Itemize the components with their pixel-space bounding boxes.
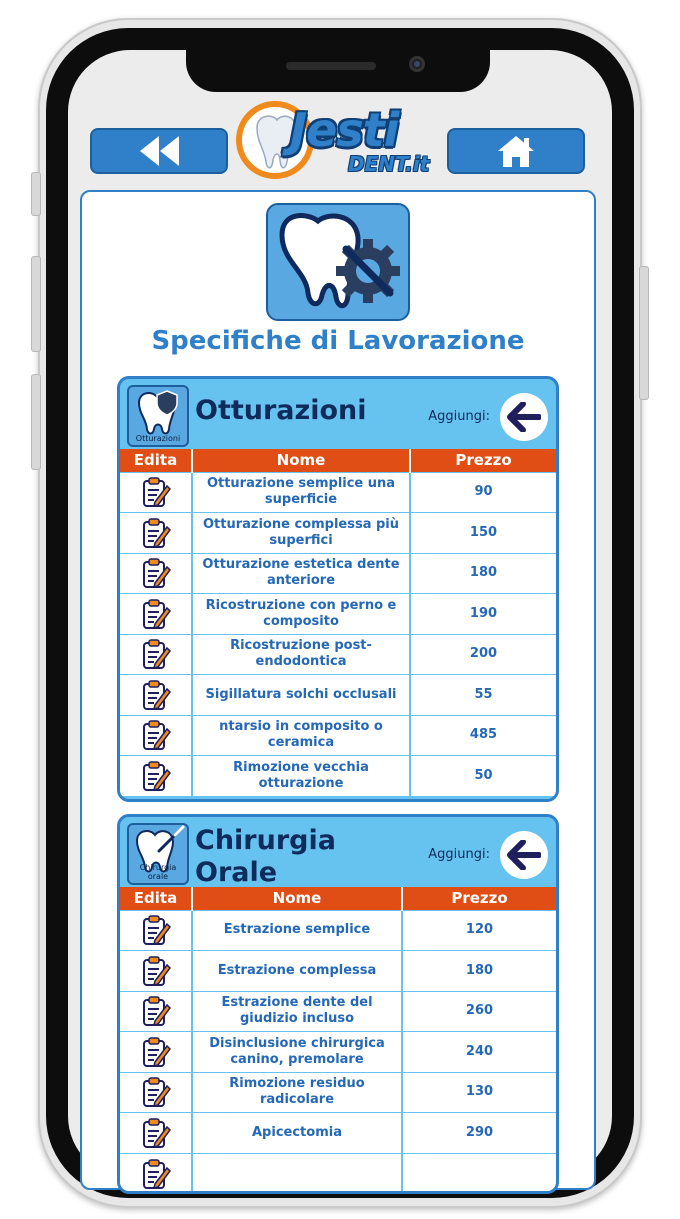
tooth-scalpel-icon: [127, 823, 189, 885]
procedure-price: 485: [410, 715, 556, 756]
page-title: Specifiche di Lavorazione: [151, 326, 525, 356]
edit-note-icon: [141, 1158, 171, 1190]
table-row: [120, 1072, 556, 1113]
table-row: [120, 756, 556, 797]
procedure-name: Estrazione complessa: [192, 951, 402, 992]
front-camera: [409, 56, 425, 72]
procedure-name: ntarsio in composito o ceramica: [192, 715, 410, 756]
edit-note-icon: [141, 517, 171, 549]
edit-note-icon: [141, 1117, 171, 1149]
table-row: [120, 472, 556, 513]
tooth-gear-icon: [266, 203, 410, 321]
edit-button[interactable]: [120, 634, 192, 675]
edit-button[interactable]: [120, 675, 192, 716]
add-label: Aggiungi:: [428, 847, 490, 862]
rewind-icon: [136, 134, 182, 168]
edit-note-icon: [141, 1076, 171, 1108]
home-icon: [496, 134, 536, 168]
procedure-price: 290: [402, 1113, 556, 1154]
back-button[interactable]: [90, 128, 228, 174]
section-chirurgia-orale: [117, 814, 559, 1194]
table-row: [120, 951, 556, 992]
table-row: [120, 594, 556, 635]
procedure-price: 190: [410, 594, 556, 635]
procedure-price: [402, 1153, 556, 1194]
procedure-price: 200: [410, 634, 556, 675]
edit-note-icon: [141, 598, 171, 630]
procedure-name: Ricostruzione post-endodontica: [192, 634, 410, 675]
procedure-name: Estrazione semplice: [192, 910, 402, 951]
logo-title: Jesti: [290, 103, 399, 157]
table-row: [120, 553, 556, 594]
add-label: Aggiungi:: [428, 409, 490, 424]
edit-button[interactable]: [120, 1153, 192, 1194]
table-row: [120, 715, 556, 756]
procedures-table: [120, 449, 556, 796]
procedure-name: Rimozione residuo radicolare: [192, 1072, 402, 1113]
column-header-price: Prezzo: [402, 887, 556, 910]
column-header-price: Prezzo: [410, 449, 556, 472]
section-otturazioni: [117, 376, 559, 802]
procedure-price: 180: [402, 951, 556, 992]
procedure-price: 120: [402, 910, 556, 951]
logo-subtitle: DENT.it: [348, 152, 430, 176]
table-row: [120, 1153, 556, 1194]
table-row: [120, 1032, 556, 1073]
arrow-left-icon: [507, 840, 541, 870]
column-header-name: Nome: [192, 887, 402, 910]
edit-button[interactable]: [120, 1032, 192, 1073]
add-button[interactable]: [500, 831, 548, 879]
volume-up-button: [31, 256, 41, 352]
edit-button[interactable]: [120, 1072, 192, 1113]
section-icon-caption: Chirurgia orale: [139, 863, 177, 881]
table-row: [120, 1113, 556, 1154]
table-row: [120, 513, 556, 554]
edit-button[interactable]: [120, 553, 192, 594]
procedure-price: 130: [402, 1072, 556, 1113]
edit-note-icon: [141, 719, 171, 751]
procedure-name: Apicectomia: [192, 1113, 402, 1154]
procedure-price: 240: [402, 1032, 556, 1073]
procedure-price: 90: [410, 472, 556, 513]
table-row: [120, 675, 556, 716]
edit-note-icon: [141, 476, 171, 508]
procedure-name: Otturazione estetica dente anteriore: [192, 553, 410, 594]
edit-button[interactable]: [120, 594, 192, 635]
procedure-price: 180: [410, 553, 556, 594]
arrow-left-icon: [507, 402, 541, 432]
procedure-price: 150: [410, 513, 556, 554]
column-header-edit: Edita: [120, 449, 192, 472]
procedure-name: Estrazione dente del giudizio incluso: [192, 991, 402, 1032]
procedure-name: Ricostruzione con perno e composito: [192, 594, 410, 635]
edit-note-icon: [141, 995, 171, 1027]
section-header: [120, 817, 556, 887]
procedure-name: Otturazione complessa più superfici: [192, 513, 410, 554]
power-button: [639, 266, 649, 400]
procedure-name: Rimozione vecchia otturazione: [192, 756, 410, 797]
table-row: [120, 910, 556, 951]
edit-note-icon: [141, 914, 171, 946]
volume-down-button: [31, 374, 41, 470]
edit-button[interactable]: [120, 715, 192, 756]
section-title: Chirurgia Orale: [195, 825, 336, 888]
column-header-edit: Edita: [120, 887, 192, 910]
phone-speaker: [286, 62, 376, 70]
edit-note-icon: [141, 760, 171, 792]
add-button[interactable]: [500, 393, 548, 441]
procedures-table: [120, 887, 556, 1194]
edit-button[interactable]: [120, 756, 192, 797]
edit-button[interactable]: [120, 1113, 192, 1154]
edit-button[interactable]: [120, 910, 192, 951]
tooth-shield-icon: [127, 385, 189, 447]
edit-button[interactable]: [120, 991, 192, 1032]
edit-button[interactable]: [120, 951, 192, 992]
edit-button[interactable]: [120, 513, 192, 554]
procedure-price: 55: [410, 675, 556, 716]
column-header-name: Nome: [192, 449, 410, 472]
procedure-name: Sigillatura solchi occlusali: [192, 675, 410, 716]
table-row: [120, 634, 556, 675]
edit-note-icon: [141, 638, 171, 670]
phone-notch: [186, 50, 490, 92]
edit-button[interactable]: [120, 472, 192, 513]
edit-note-icon: [141, 679, 171, 711]
edit-note-icon: [141, 955, 171, 987]
section-header: [120, 379, 556, 449]
edit-note-icon: [141, 557, 171, 589]
table-row: [120, 991, 556, 1032]
mute-switch: [31, 172, 41, 216]
procedure-price: 260: [402, 991, 556, 1032]
procedure-name: [192, 1153, 402, 1194]
procedure-name: Otturazione semplice una superficie: [192, 472, 410, 513]
home-button[interactable]: [447, 128, 585, 174]
procedure-price: 50: [410, 756, 556, 797]
procedure-name: Disinclusione chirurgica canino, premolare: [192, 1032, 402, 1073]
section-title: Otturazioni: [195, 395, 367, 426]
edit-note-icon: [141, 1036, 171, 1068]
section-icon-caption: Otturazioni: [135, 434, 181, 443]
